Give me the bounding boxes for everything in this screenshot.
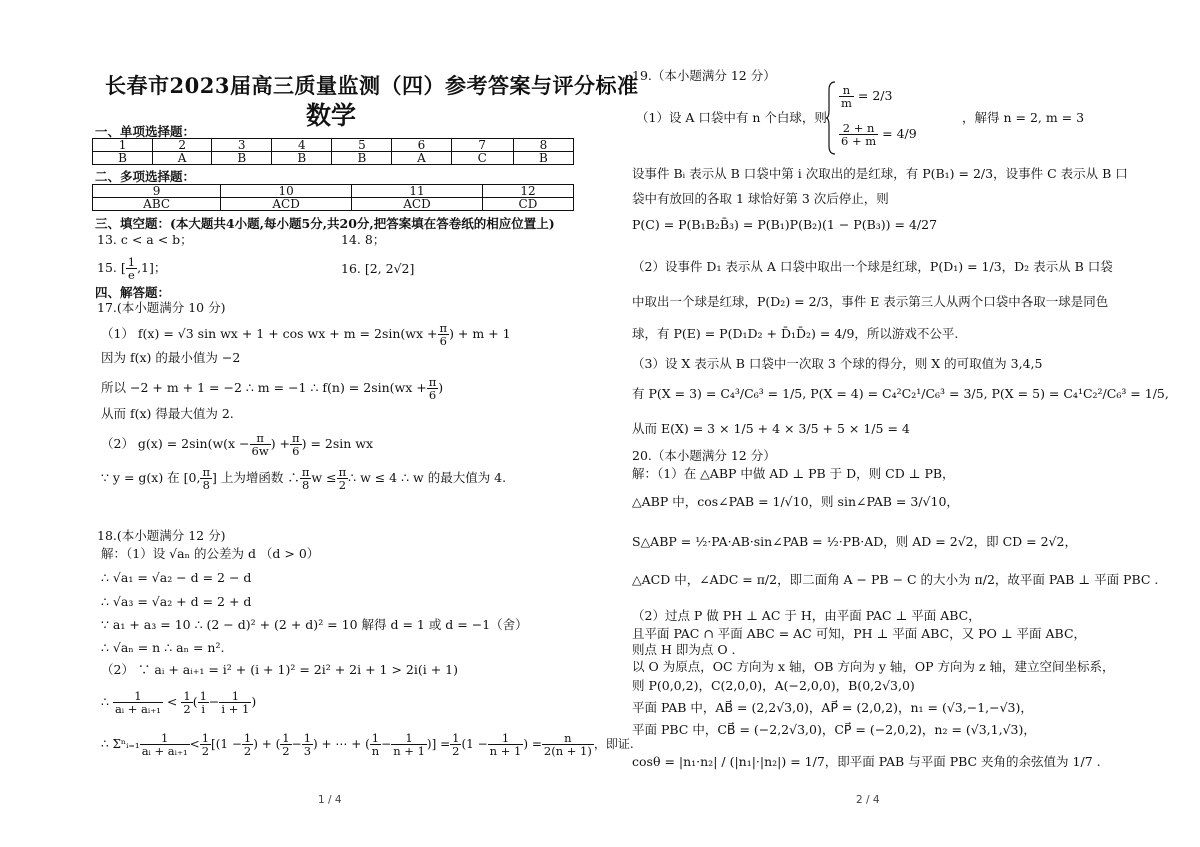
numerator: π [338,465,347,479]
q17-line [101,322,511,347]
text: （2） g(x) = 2sin(w(x − [101,436,250,451]
denominator: 6 + m [841,134,877,148]
text: − [381,737,392,751]
table-cell: A [153,152,212,165]
denominator: i [201,702,206,716]
table-cell: C [451,152,513,165]
q20-line: 且平面 PAC ∩ 平面 ABC = AC 可知，PH ⊥ 平面 ABC，又 PO ⊥ 平面 ABC， [632,626,1087,641]
fraction [839,84,854,109]
numerator: 1 [127,255,136,269]
text: ) + m + 1 [449,326,511,341]
answer-13: 13. c < a < b； [97,232,193,247]
table-cell: 9 [93,185,221,198]
denominator: 6w [251,444,269,458]
denominator: 2 [452,744,460,758]
numerator: 1 [219,690,251,703]
table-cell: ACD [221,198,352,211]
fraction [200,732,211,757]
table-cell: 1 [93,139,153,152]
denominator: n + 1 [489,744,522,758]
q19-line: ，解得 n = 2, m = 3 [962,110,1085,125]
denominator: aᵢ + aᵢ₊₁ [141,744,188,758]
text: ∴ Σⁿᵢ₌₁ [101,737,140,751]
q18-line: ∴ √a₁ = √a₂ − d = 2 − d [101,570,252,585]
q19-line: 有 P(X = 3) = C₄³/C₆³ = 1/5, P(X = 4) = C₄²C₂¹/C₆³ = 3/5, P(X = 5) = C₄¹C₂²/C₆³ = 1/5, [632,386,1169,401]
text: − [291,737,302,751]
q17-line: 因为 f(x) 的最小值为 −2 [101,350,241,365]
q20-line: 平面 PBC 中，CB⃗ = (−2,2√3,0)，CP⃗ = (−2,0,2)，n₂ = (√3,1,√3)， [632,722,1036,737]
q18-line: 解：（1）设 √aₙ 的公差为 d （d > 0） [101,546,320,561]
fraction [450,732,461,757]
fraction [181,690,192,715]
text: ) + ⋯ + ( [313,737,370,751]
denominator: i + 1 [221,702,250,716]
numerator: π [202,465,211,479]
table-cell: B [93,152,153,165]
text: − [208,694,220,709]
numerator: 1 [243,731,252,745]
q20-line: S△ABP = ½·PA·AB·sin∠PAB = ½·PB·AD，则 AD = 2√2，即 CD = 2√2， [632,534,1077,549]
text: ∵ y = g(x) 在 [0, [101,470,201,485]
table-row [93,185,574,198]
q20-line: 平面 PAB 中，AB⃗ = (2,2√3,0)，AP⃗ = (2,0,2)，n₁ = (√3,−1,−√3)， [632,700,1033,715]
table-cell: 6 [392,139,451,152]
fraction [370,732,381,757]
fraction [438,322,450,347]
denominator: 2(n + 1) [543,744,592,758]
text: w ≤ [311,470,337,485]
text: 所以 −2 + m + 1 = −2 ∴ m = −1 ∴ f(n) = 2sin(wx + [101,380,427,395]
page-title: 长春市2023届高三质量监测（四）参考答案与评分标准 [105,73,639,98]
fraction [290,432,302,457]
single-choice-table [92,138,574,165]
q20-line: △ABP 中，cos∠PAB = 1/√10，则 sin∠PAB = 3/√10， [632,494,959,509]
text: )] = [426,737,451,751]
page-number: 1 / 4 [318,794,342,806]
table-row [93,198,574,211]
q17-header: 17.(本小题满分 10 分) [97,300,226,315]
text: = 2/3 [857,88,893,103]
fraction [300,466,312,491]
fraction [391,732,427,757]
text: ) [438,380,444,395]
table-cell: 10 [221,185,352,198]
numerator: 1 [391,732,427,745]
denominator: 6 [439,334,447,348]
q19-line: 从而 E(X) = 3 × 1/5 + 4 × 3/5 + 5 × 1/5 = 4 [632,421,910,436]
text: ) = 2sin wx [301,436,374,451]
fraction [542,732,594,757]
denominator: 8 [202,478,210,492]
section-single-choice: 一、单项选择题： [95,124,196,139]
q20-header: 20.（本小题满分 12 分） [632,448,776,463]
right-page [600,0,1200,847]
subject-title: 数学 [306,101,357,130]
q20-line: cosθ = |n₁·n₂| / (|n₁|·|n₂|) = 1/7，即平面 PAB 与平面 PBC 夹角的余弦值为 1/7 . [632,754,1101,769]
text: 15. [ [97,260,126,275]
denominator: 2 [201,744,210,758]
q18-line: ∴ √aₙ = n ∴ aₙ = n². [101,640,225,655]
numerator: π [439,321,448,335]
text: ∴ [101,694,109,709]
system-eq-2 [839,122,917,147]
q18-line: ∵ a₁ + a₃ = 10 ∴ (2 − d)² + (2 + d)² = 10 解得 d = 1 或 d = −1（舍） [101,617,528,632]
text: < [166,694,178,709]
numerator: 1 [282,731,290,745]
numerator: 1 [452,731,460,745]
text: ) = [523,737,542,751]
numerator: 1 [140,732,190,745]
text: ) [251,694,257,709]
denominator: 2 [183,702,191,716]
q18-line: （2） ∵ aᵢ + aᵢ₊₁ = i² + (i + 1)² = 2i² + 2i + 1 > 2i(i + 1) [101,662,458,677]
table-cell: B [513,152,573,165]
denominator: 3 [303,744,312,758]
numerator: 1 [183,689,191,703]
denominator: n + 1 [393,744,425,758]
table-cell: 2 [153,139,212,152]
table-cell: A [392,152,451,165]
q18-line: ∴ √a₃ = √a₂ + d = 2 + d [101,594,252,609]
fraction [488,732,524,757]
numerator: 1 [199,689,207,703]
denominator: m [841,96,852,110]
section-multi-choice: 二、多项选择题： [95,169,196,184]
q19-line: （2）设事件 D₁ 表示从 A 口袋中取出一个球是红球，P(D₁) = 1/3，D₂ 表示从 B 口袋 [632,259,1113,274]
numerator: π [292,431,300,445]
fraction [242,732,253,757]
table-row [93,152,574,165]
text: = 4/9 [882,126,917,141]
q17-line [101,432,373,457]
q17-line [101,466,506,491]
q20-line: 解：（1）在 △ABP 中做 AD ⊥ PB 于 D，则 CD ⊥ PB， [632,466,955,481]
numerator: n [542,732,594,745]
denominator: 2 [243,744,252,758]
system-eq-1 [839,84,892,109]
denominator: 6 [428,388,437,402]
text: < [189,737,200,751]
answer-14: 14. 8； [341,232,386,247]
table-cell: B [332,152,392,165]
fraction [140,732,190,757]
fraction [200,466,212,491]
denominator: aᵢ + aᵢ₊₁ [114,702,161,716]
answer-15 [97,256,166,281]
q19-line: P(C) = P(B₁B₂B̄₃) = P(B₁)P(B₂)(1 − P(B₃)) = 4/27 [632,217,938,232]
q20-line: （2）过点 P 做 PH ⊥ AC 于 H，由平面 PAC ⊥ 平面 ABC， [632,608,981,623]
fraction [219,690,251,715]
fraction [427,376,439,401]
q19-line: 中取出一个球是红球，P(D₂) = 2/3，事件 E 表示第三人从两个口袋中各取一球是同色 [632,294,1109,309]
denominator: e [127,268,135,282]
denominator: 2 [338,478,347,492]
section-solutions: 四、解答题： [95,285,171,300]
numerator: 1 [303,731,312,745]
q20-line: 则 P(0,0,2)，C(2,0,0)，A(−2,0,0)，B(0,2√3,0) [632,678,915,693]
q19-line: （3）设 X 表示从 B 口袋中一次取 3 个球的得分，则 X 的可取值为 3,4,5 [632,356,1043,371]
q19-line: （1）设 A 口袋中有 n 个白球，则 [636,110,827,125]
answer-16: 16. [2, 2√2] [341,261,415,276]
numerator: 1 [488,732,524,745]
denominator: 2 [282,744,290,758]
text: （1） f(x) = √3 sin wx + 1 + cos wx + m = 2sin(wx + [101,326,438,341]
q20-line: △ACD 中，∠ADC = π/2，即二面角 A − PB − C 的大小为 π/2，故平面 PAB ⊥ 平面 PBC . [632,572,1159,587]
table-cell: 12 [482,185,573,198]
numerator: 1 [201,731,210,745]
fraction [839,122,878,147]
fraction [280,732,291,757]
denominator: n [371,744,380,758]
text: ,1]； [137,260,167,275]
q20-line: 则点 H 即为点 O . [632,642,736,657]
table-cell: ABC [93,198,221,211]
section-fill-blank: 三、填空题：(本大题共4小题,每小题5分,共20分,把答案填在答卷纸的相应位置上) [95,216,555,231]
numerator: 1 [370,732,381,745]
table-cell: 7 [451,139,513,152]
table-cell: 11 [352,185,483,198]
q18-header: 18.(本小题满分 12 分) [97,528,226,543]
table-row [93,139,574,152]
text: ) + ( [253,737,281,751]
numerator: π [250,432,271,445]
fraction [302,732,313,757]
numerator: π [301,465,310,479]
text: ) + [270,436,291,451]
text: ∴ w ≤ 4 ∴ w 的最大值为 4. [348,470,507,485]
q20-line: 以 O 为原点，OC 方向为 x 轴，OB 方向为 y 轴，OP 方向为 z 轴，建立空间坐标系， [632,659,1115,674]
text: [(1 − [211,737,242,751]
denominator: 6 [292,444,300,458]
table-cell: 3 [212,139,272,152]
table-cell: ACD [352,198,483,211]
text: ( [192,694,198,709]
denominator: 8 [301,478,310,492]
q19-line: 球，有 P(E) = P(D₁D₂ + D̄₁D̄₂) = 4/9，所以游戏不公平. [632,326,959,341]
numerator: 2 + n [839,122,878,135]
table-cell: CD [482,198,573,211]
q17-line: 从而 f(x) 得最大值为 2. [101,406,234,421]
page-number: 2 / 4 [856,794,880,806]
brace-icon [825,80,837,156]
text: ，即证. [593,737,634,751]
multi-choice-table [92,184,574,211]
fraction [113,690,163,715]
fraction [198,690,209,715]
numerator: π [428,375,437,389]
text: ] 上为增函数 ∴ [212,470,300,485]
q18-line [101,690,256,715]
table-cell: 8 [513,139,573,152]
q17-line [101,376,443,401]
equation-system [825,80,965,158]
fraction [250,432,271,457]
fraction [126,256,137,281]
text: (1 − [461,737,488,751]
q19-header: 19.（本小题满分 12 分） [632,68,776,83]
numerator: 1 [113,690,163,703]
q19-line: 设事件 Bᵢ 表示从 B 口袋中第 i 次取出的是红球，有 P(B₁) = 2/3，设事件 C 表示从 B 口 [632,166,1128,181]
fraction [337,466,349,491]
numerator: n [839,84,854,97]
table-cell: B [272,152,332,165]
table-cell: B [212,152,272,165]
q18-line [101,732,634,757]
table-cell: 4 [272,139,332,152]
table-cell: 5 [332,139,392,152]
q19-line: 袋中有放回的各取 1 球恰好第 3 次后停止，则 [632,191,889,206]
